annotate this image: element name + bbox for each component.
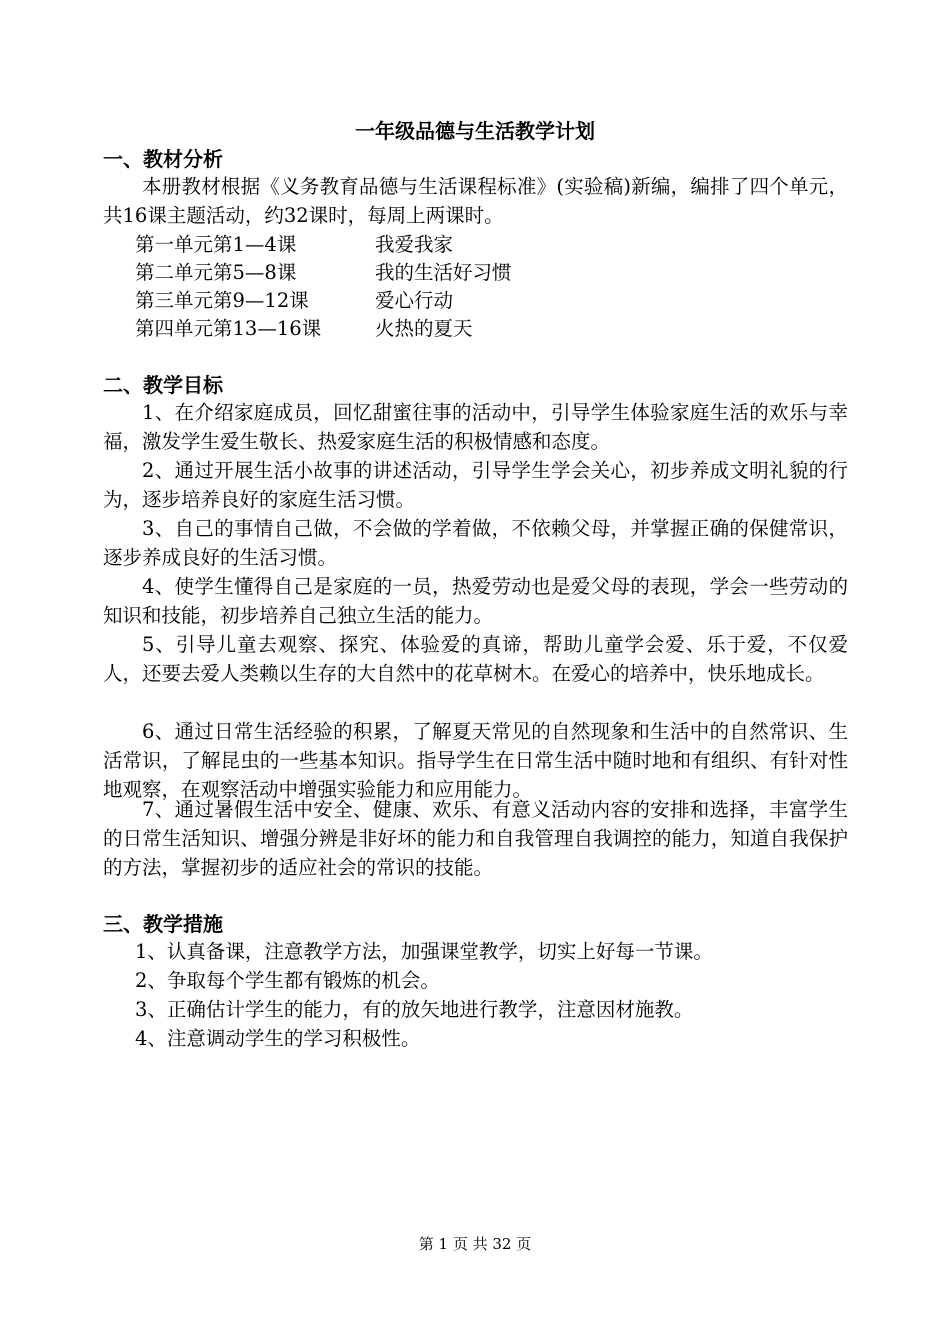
goal-paragraph: 5、引导儿童去观察、探究、体验爱的真谛，帮助儿童学会爱、乐于爱，不仅爱人，还要去爱人类赖以生存的大自然中的花草树木。在爱心的培养中，快乐地成长。 (103, 633, 848, 685)
unit-range: 第三单元第9—12课 (135, 289, 309, 312)
unit-topic: 我的生活好习惯 (375, 261, 512, 284)
unit-range: 第四单元第13—16课 (135, 317, 322, 340)
measure-item: 4、注意调动学生的学习积极性。 (135, 1027, 421, 1050)
unit-topic: 爱心行动 (375, 289, 454, 312)
section-heading-textbook-analysis: 一、教材分析 (103, 147, 223, 171)
goal-paragraph: 4、使学生懂得自己是家庭的一员，热爱劳动也是爱父母的表现，学会一些劳动的知识和技能，初步培养自己独立生活的能力。 (103, 575, 848, 627)
unit-row (135, 314, 473, 343)
section-heading-teaching-goals: 二、教学目标 (103, 373, 223, 397)
goal-paragraph: 1、在介绍家庭成员，回忆甜蜜往事的活动中，引导学生体验家庭生活的欢乐与幸福，激发学生爱生敬长、热爱家庭生活的积极情感和态度。 (103, 401, 848, 453)
unit-range: 第一单元第1—4课 (135, 233, 297, 256)
measure-item: 2、争取每个学生都有锻炼的机会。 (135, 969, 440, 992)
measure-item: 3、正确估计学生的能力，有的放矢地进行教学，注意因材施教。 (135, 998, 694, 1021)
unit-topic: 火热的夏天 (375, 317, 473, 340)
page-footer: 第 1 页 共 32 页 (418, 1235, 532, 1253)
unit-row (135, 230, 453, 259)
goal-paragraph: 6、通过日常生活经验的积累，了解夏天常见的自然现象和生活中的自然常识、生活常识，了解昆虫的一些基本知识。指导学生在日常生活中随时地和有组织、有针对性地观察，在观察活动中增强实验能力和应用能力。 (103, 720, 848, 801)
unit-range: 第二单元第5—8课 (135, 261, 297, 284)
goal-paragraph: 7、通过暑假生活中安全、健康、欢乐、有意义活动内容的安排和选择，丰富学生的日常生活知识、增强分辨是非好坏的能力和自我管理自我调控的能力，知道自我保护的方法，掌握初步的适应社会的常识的技能。 (103, 798, 848, 879)
unit-topic: 我爱我家 (375, 233, 454, 256)
unit-row (135, 286, 453, 315)
unit-row (135, 258, 512, 287)
measure-item: 1、认真备课，注意教学方法，加强课堂教学，切实上好每一节课。 (135, 940, 713, 963)
goal-paragraph: 2、通过开展生活小故事的讲述活动，引导学生学会关心，初步养成文明礼貌的行为，逐步培养良好的家庭生活习惯。 (103, 459, 848, 511)
page-title: 一年级品德与生活教学计划 (355, 119, 595, 143)
section-heading-teaching-measures: 三、教学措施 (103, 912, 223, 936)
intro-paragraph: 本册教材根据《义务教育品德与生活课程标准》(实验稿)新编，编排了四个单元，共16课主题活动，约32课时，每周上两课时。 (103, 175, 848, 227)
goal-paragraph: 3、自己的事情自己做，不会做的学着做，不依赖父母，并掌握正确的保健常识，逐步养成良好的生活习惯。 (103, 517, 848, 569)
